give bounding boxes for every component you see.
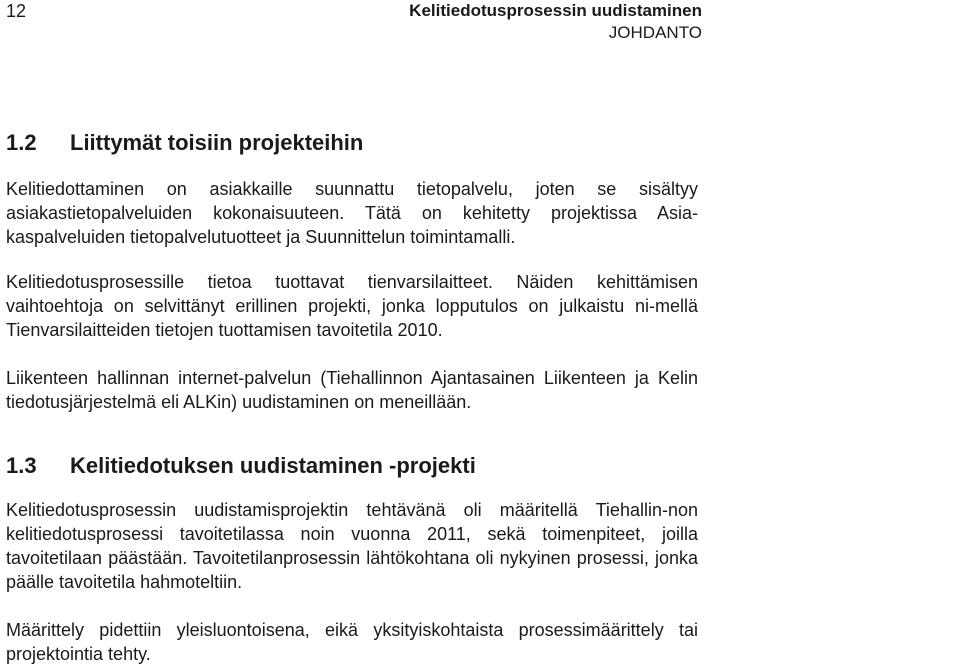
paragraph: Kelitiedottaminen on asiakkaille suunnattu tietopalvelu, joten se sisältyy asiakastietopalveluiden kokonaisuuteen. Tätä on kehitetty projektissa Asia-kaspalveluiden tietopalvelutuotteet ja Suunnittelun toimintamalli. [6, 179, 698, 247]
section-title: Liittymät toisiin projekteihin [70, 130, 364, 155]
paragraph: Kelitiedotusprosessin uudistamisprojektin tehtävänä oli määritellä Tiehallin-non kelitiedotusprosessi tavoitetilassa noin vuonna 2011, sekä toimenpiteet, joilla tavoitetilaan päästään. Tavoitetilanprosessin lähtökohtana oli nykyinen prosessi, jonka päälle tavoitetila hahmoteltiin. [6, 500, 698, 592]
paragraph: Kelitiedotusprosessille tietoa tuottavat tienvarsilaitteet. Näiden kehittämisen vaihtoehtoja on selvittänyt erillinen projekti, jonka lopputulos on julkaistu ni-mellä Tienvarsilaitteiden tietojen tuottamisen tavoitetila 2010. [6, 272, 698, 340]
running-header-title: Kelitiedotusprosessin uudistaminen [409, 1, 702, 20]
paragraph: Määrittely pidettiin yleisluontoisena, eikä yksityiskohtaista prosessimäärittely tai projektointia tehty. [6, 620, 698, 664]
running-header-subtitle: JOHDANTO [608, 23, 702, 42]
section-number: 1.3 [6, 453, 37, 478]
section-heading-1-3 [6, 453, 476, 479]
page-number: 12 [6, 1, 27, 21]
section-title: Kelitiedotuksen uudistaminen -projekti [70, 453, 476, 478]
section-heading-1-2 [6, 130, 363, 156]
section-number: 1.2 [6, 130, 37, 155]
paragraph: Liikenteen hallinnan internet-palvelun (Tiehallinnon Ajantasainen Liikenteen ja Kelin tiedotusjärjestelmä eli ALKin) uudistaminen on meneillään. [6, 368, 698, 412]
